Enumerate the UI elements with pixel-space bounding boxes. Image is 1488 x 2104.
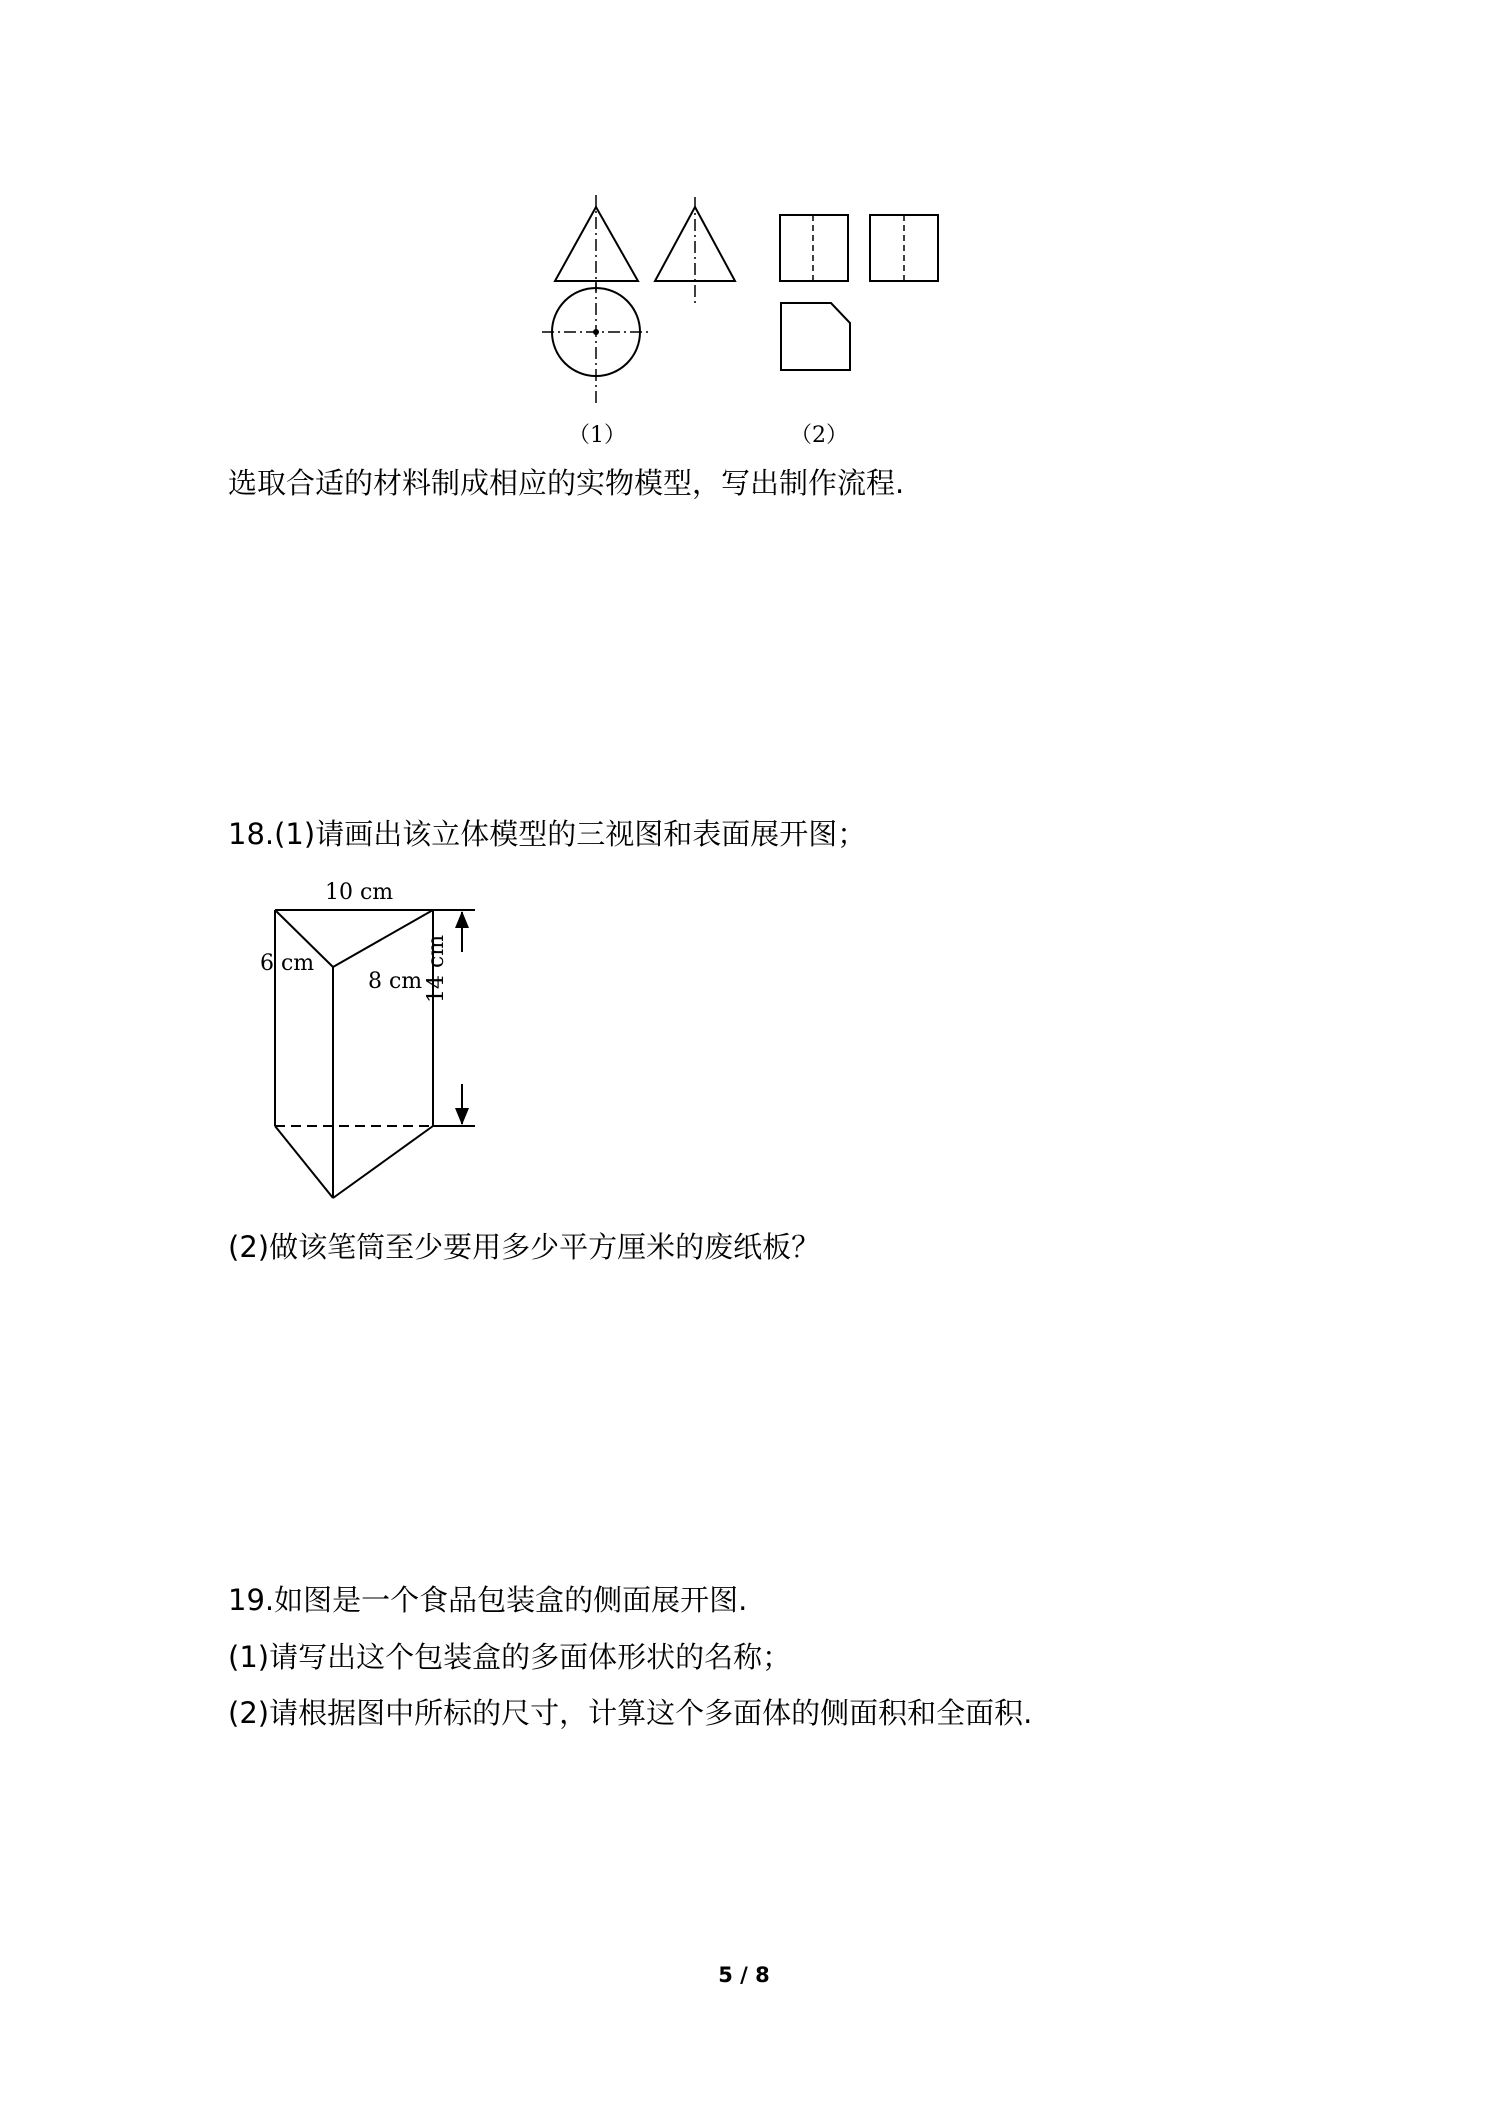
q17-text: 选取合适的材料制成相应的实物模型，写出制作流程. bbox=[228, 466, 905, 500]
caption-left: （1） bbox=[568, 423, 626, 448]
label-top: 10 cm bbox=[325, 880, 394, 905]
q19-part1: (1)请写出这个包装盒的多面体形状的名称； bbox=[228, 1640, 792, 1674]
front-view-rect bbox=[780, 215, 848, 281]
label-left: 6 cm bbox=[260, 951, 315, 976]
triangular-prism-figure bbox=[255, 880, 495, 1200]
label-height: 14 cm bbox=[424, 934, 449, 1003]
caption-right: （2） bbox=[790, 423, 848, 448]
page-number: 5 / 8 bbox=[718, 1963, 770, 1987]
q19-part2: (2)请根据图中所标的尺寸，计算这个多面体的侧面积和全面积. bbox=[228, 1696, 1033, 1730]
top-view-pentagon bbox=[781, 303, 850, 370]
q19-intro: 19.如图是一个食品包装盒的侧面展开图. bbox=[228, 1583, 748, 1617]
q18-part1: 18.(1)请画出该立体模型的三视图和表面展开图； bbox=[228, 817, 867, 851]
three-view-figure bbox=[530, 195, 970, 455]
label-inner: 8 cm bbox=[368, 969, 423, 994]
q18-part2: (2)做该笔筒至少要用多少平方厘米的废纸板？ bbox=[228, 1230, 821, 1264]
